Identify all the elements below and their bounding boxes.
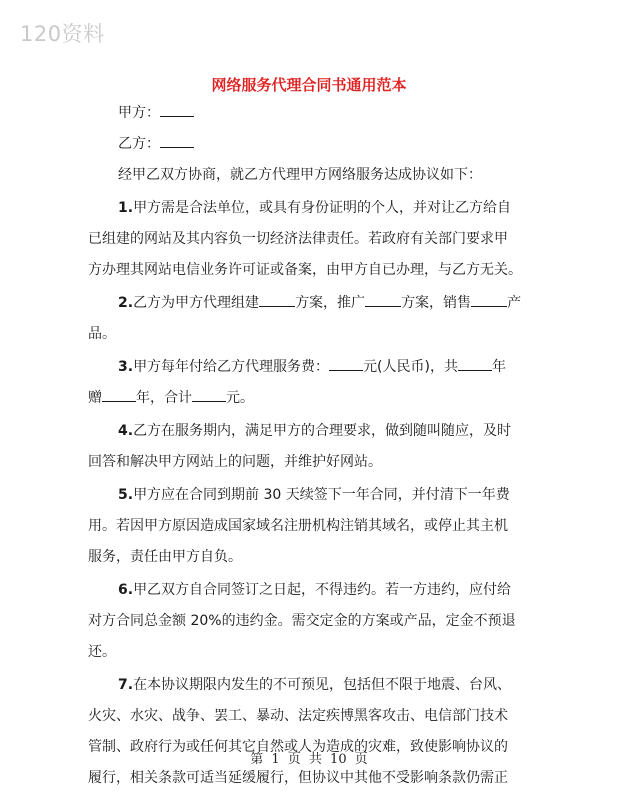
clause-2-blank-1 (259, 290, 295, 307)
clause-5-line-2: 用。若因甲方原因造成国家域名注册机构注销其域名，或停止其主机 (88, 518, 508, 534)
clause-1 (88, 193, 528, 286)
clause-3 (88, 352, 528, 414)
clause-3-blank-1 (329, 354, 363, 371)
clause-3-text-d: 赠 (88, 390, 102, 406)
clause-3-text-c: 年 (492, 359, 506, 375)
clause-4 (88, 416, 528, 478)
document-body (88, 98, 528, 794)
party-a-line (88, 98, 528, 129)
clause-2 (88, 288, 528, 350)
clause-7-line-2: 火灾、水灾、战争、罢工、暴动、法定疾博黑客攻击、电信部门技术 (88, 708, 508, 724)
clause-3-text-b: 元(人民币)，共 (363, 359, 458, 375)
clause-1-line-1: 甲方需是合法单位，或具有身份证明的个人，并对让乙方给自 (133, 200, 512, 216)
clause-2-line-2: 品。 (88, 326, 116, 342)
clause-3-text-f: 元。 (226, 390, 254, 406)
party-b-label: 乙方： (118, 136, 160, 152)
intro-line: 经甲乙双方协商，就乙方代理甲方网络服务达成协议如下： (118, 167, 482, 183)
clause-2-text-c: 方案，销售 (401, 295, 472, 311)
clause-3-blank-4 (192, 385, 226, 402)
party-a-blank (160, 100, 194, 117)
clause-7 (88, 670, 528, 794)
clause-6-line-1: 甲乙双方自合同签订之日起，不得违约。若一方违约，应付给 (133, 582, 512, 598)
clause-3-text-a: 甲方每年付给乙方代理服务费： (133, 359, 330, 375)
clause-2-text-d: 产 (507, 295, 522, 311)
document-title: 网络服务代理合同书通用范本 (211, 76, 407, 94)
clause-5-line-1: 甲方应在合同到期前 30 天续签下一年合同，并付清下一年费 (133, 487, 510, 503)
clause-2-text-b: 方案，推广 (295, 295, 366, 311)
clause-1-line-3: 方办理其网站电信业务许可证或备案，由甲方自已办理，与乙方无关。 (88, 262, 522, 278)
clause-2-number: 2. (118, 295, 134, 311)
clause-3-blank-2 (458, 354, 492, 371)
clause-2-text-a: 乙方为甲方代理组建 (133, 295, 260, 311)
clause-7-line-1: 在本协议期限内发生的不可预见，包括但不限于地震、台风、 (133, 677, 512, 693)
clause-5-number: 5. (118, 487, 134, 503)
party-b-line (88, 129, 528, 160)
clause-3-line-2 (88, 383, 528, 414)
clause-5-line-3: 服务，责任由甲方自负。 (88, 549, 242, 565)
clause-6 (88, 575, 528, 668)
party-a-label: 甲方： (118, 105, 160, 121)
clause-6-line-2: 对方合同总金额 20%的违约金。需交定金的方案或产品，定金不预退 (88, 613, 516, 629)
clause-4-number: 4. (118, 423, 134, 439)
clause-2-blank-2 (365, 290, 401, 307)
clause-3-blank-3 (102, 385, 136, 402)
clause-7-line-3: 管制、政府行为或任何其它自然或人为造成的灾难，致使影响协议的 (88, 739, 508, 755)
clause-7-line-4: 履行，相关条款可适当延缓履行，但协议中其他不受影响条款仍需正 (88, 770, 508, 786)
clause-3-number: 3. (118, 359, 134, 375)
clause-7-number: 7. (118, 677, 134, 693)
clause-1-line-2: 已组建的网站及其内容负一切经济法律责任。若政府有关部门要求甲 (88, 231, 508, 247)
party-b-blank (160, 131, 194, 148)
clause-6-number: 6. (118, 582, 134, 598)
watermark: 120资料 (20, 22, 105, 46)
clause-2-blank-3 (471, 290, 507, 307)
clause-4-line-1: 乙方在服务期内，满足甲方的合理要求，做到随叫随应，及时 (133, 423, 512, 439)
clause-1-number: 1. (118, 200, 134, 216)
clause-5 (88, 480, 528, 573)
clause-6-line-3: 还。 (88, 644, 116, 660)
clause-3-text-e: 年，合计 (136, 390, 192, 406)
clause-4-line-2: 回答和解决甲方网站上的问题，并维护好网站。 (88, 454, 382, 470)
page-footer: 第 1 页 共 10 页 (250, 752, 368, 767)
